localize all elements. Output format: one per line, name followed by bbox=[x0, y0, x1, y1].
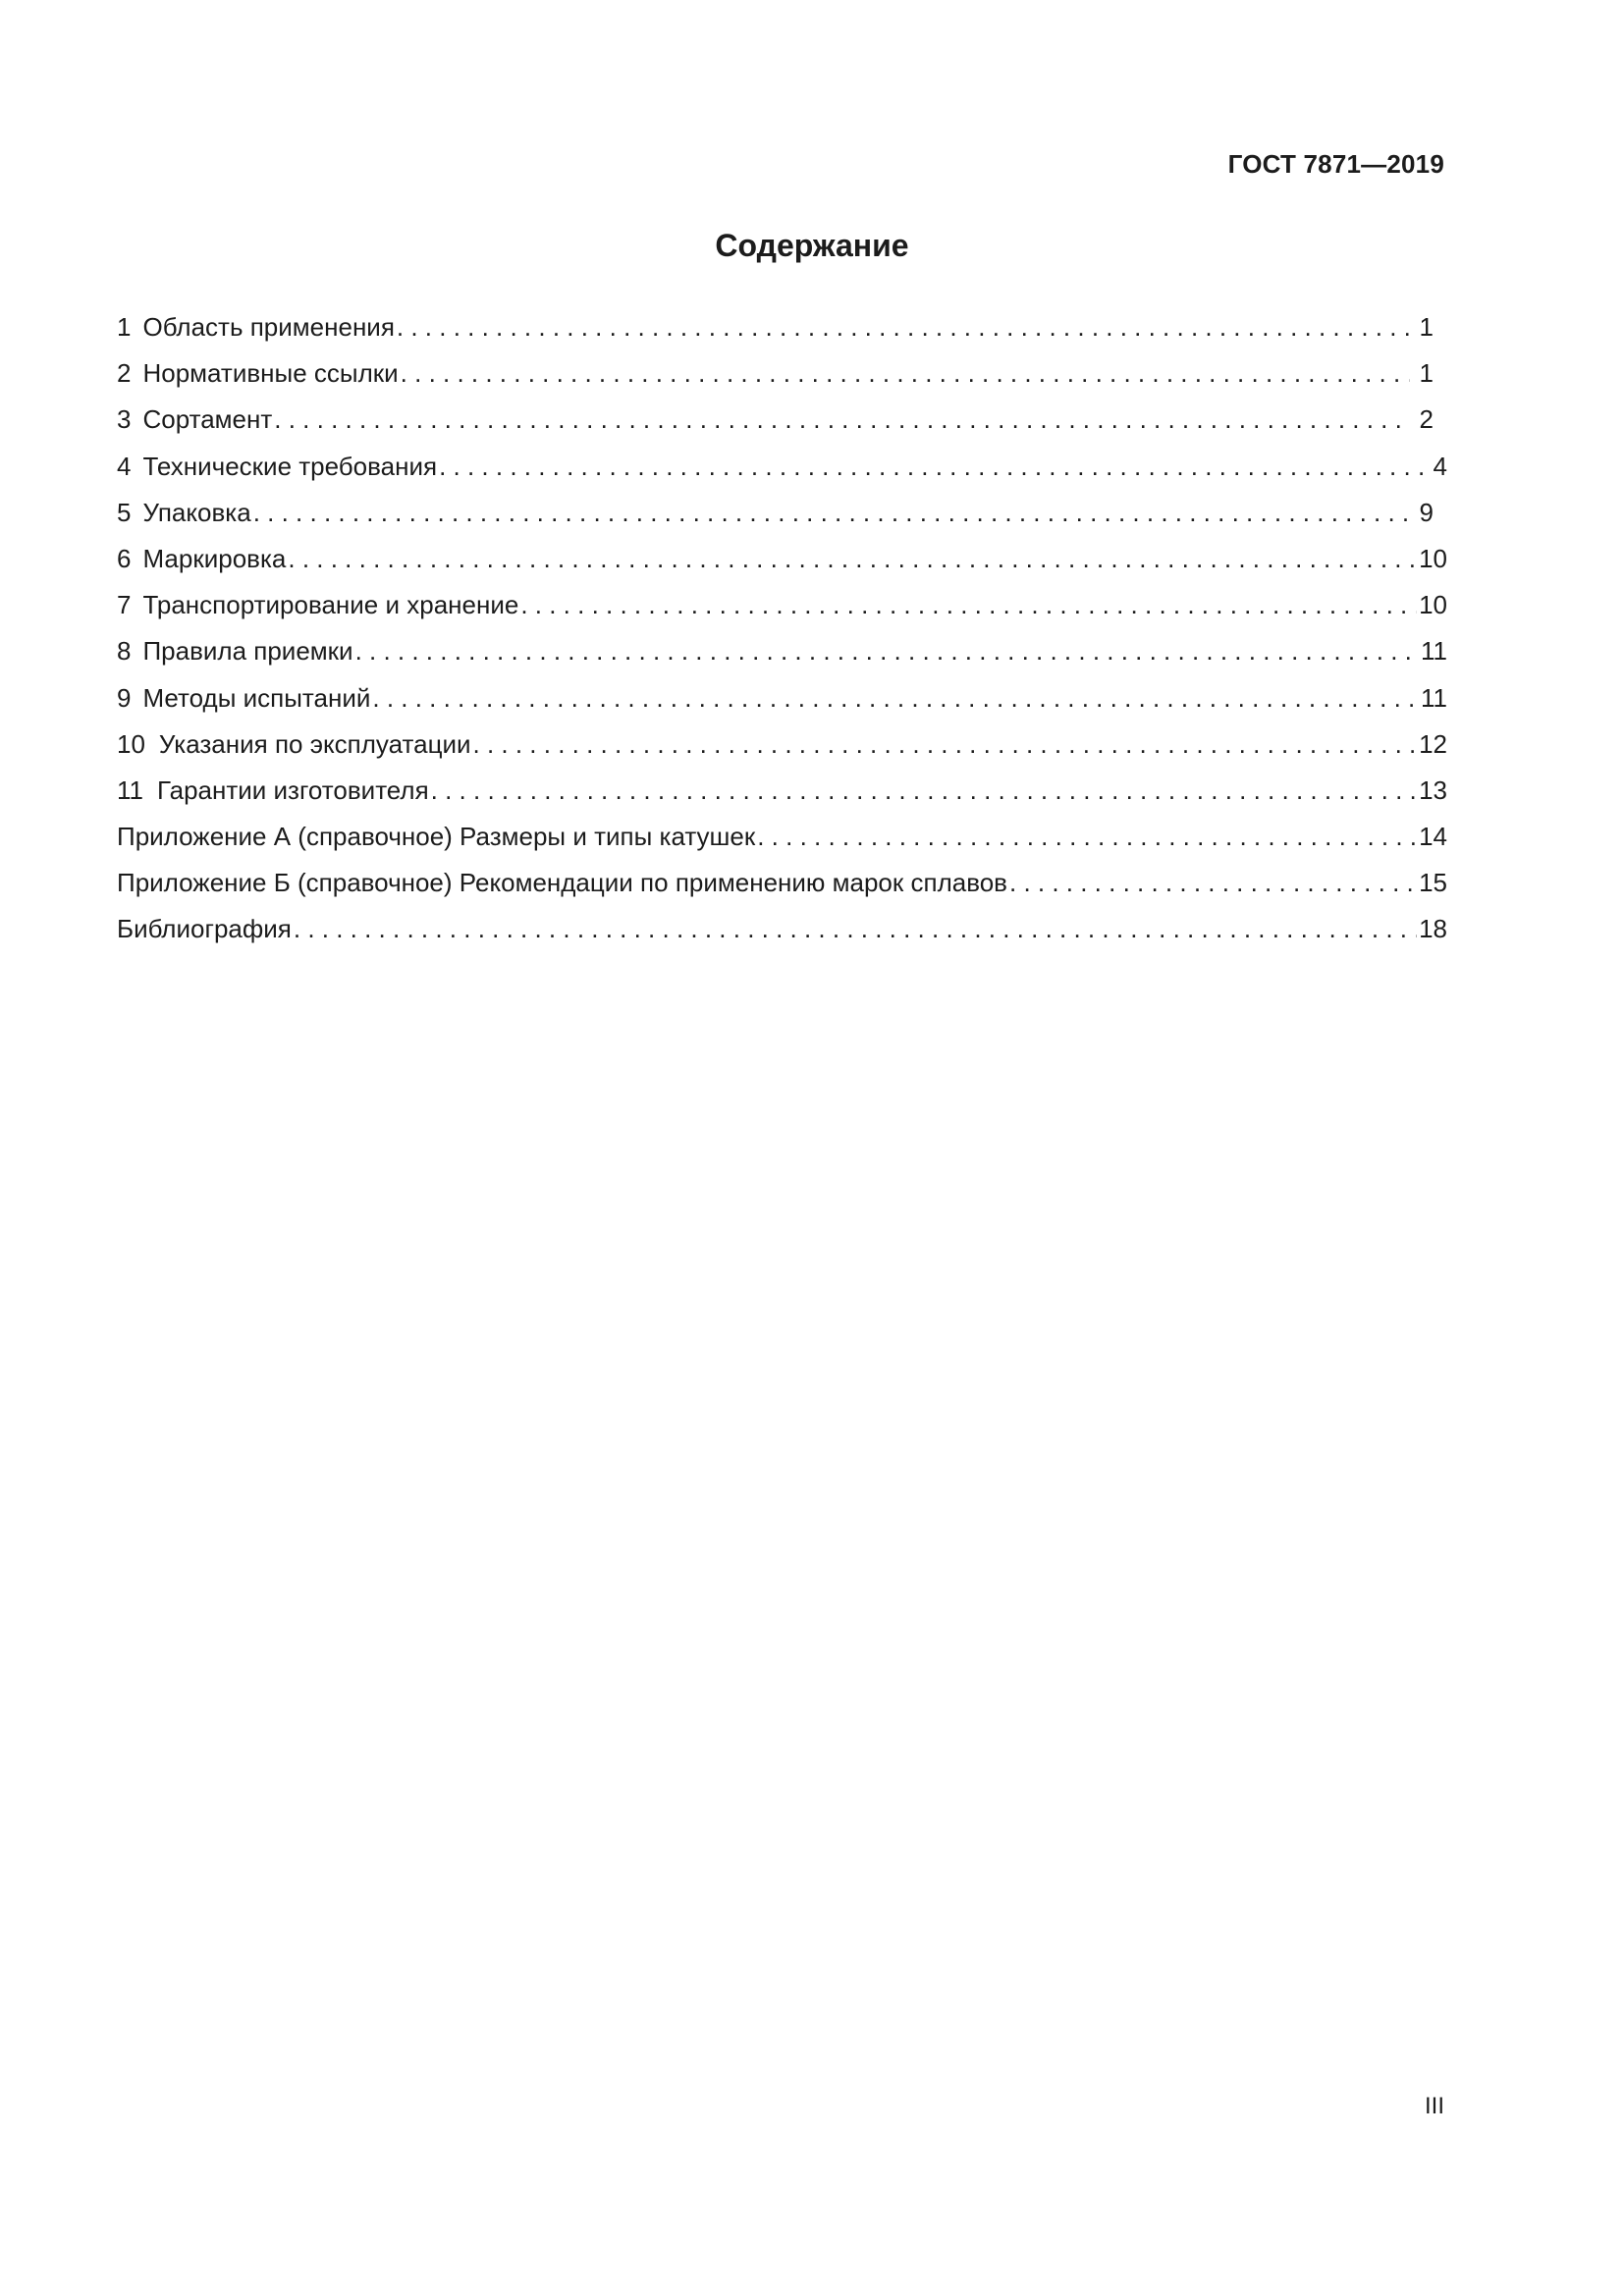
toc-item-page: 2 bbox=[1419, 404, 1434, 435]
toc-item-text: Указания по эксплуатации bbox=[158, 728, 471, 759]
toc-item-page: 1 bbox=[1419, 312, 1434, 342]
toc-title: Содержание bbox=[715, 228, 909, 263]
toc-item-label bbox=[117, 356, 399, 390]
toc-leader-dots bbox=[274, 402, 1410, 436]
toc-item[interactable] bbox=[117, 542, 1447, 588]
toc-item[interactable] bbox=[117, 450, 1447, 496]
toc-item-page: 10 bbox=[1419, 590, 1447, 620]
toc-item-label bbox=[117, 681, 370, 715]
toc-item-text: Приложение Б (справочное) Рекомендации по применению марок сплавов bbox=[117, 868, 1007, 898]
toc-leader-dots bbox=[473, 727, 1418, 761]
toc-item-text: Правила приемки bbox=[142, 636, 353, 667]
toc-item-text: Гарантии изготовителя bbox=[157, 774, 429, 805]
toc-item[interactable] bbox=[117, 588, 1447, 634]
toc-item-label bbox=[117, 310, 395, 344]
page-number: III bbox=[1424, 2093, 1444, 2119]
toc-leader-dots bbox=[397, 310, 1410, 344]
toc-item-number: 9 bbox=[117, 682, 132, 713]
document-code: ГОСТ 7871—2019 bbox=[1227, 149, 1444, 179]
toc-item[interactable] bbox=[117, 820, 1447, 866]
toc-leader-dots bbox=[372, 681, 1419, 715]
toc-item-number: 2 bbox=[117, 358, 132, 389]
toc-leader-dots bbox=[294, 912, 1417, 945]
toc-item-text: Приложение А (справочное) Размеры и типы катушек bbox=[117, 822, 756, 852]
toc-item-text: Сортамент bbox=[142, 404, 273, 435]
toc-leader-dots bbox=[401, 356, 1410, 390]
toc-leader-dots bbox=[288, 542, 1417, 575]
toc-item-number: 7 bbox=[117, 590, 132, 620]
toc-item-text: Методы испытаний bbox=[142, 682, 371, 713]
toc-item-page: 13 bbox=[1419, 774, 1447, 805]
toc-item[interactable] bbox=[117, 310, 1447, 356]
toc-leader-dots bbox=[757, 820, 1417, 853]
toc-item-text: Область применения bbox=[142, 312, 395, 342]
toc-item-label bbox=[117, 542, 286, 575]
toc-item[interactable] bbox=[117, 866, 1447, 912]
toc-item-text: Технические требования bbox=[142, 451, 438, 481]
toc-item-label bbox=[117, 496, 251, 529]
toc-item-number: 3 bbox=[117, 404, 132, 435]
toc-item-page: 9 bbox=[1419, 497, 1434, 527]
toc-item-text: Транспортирование и хранение bbox=[142, 590, 519, 620]
toc-item-page: 1 bbox=[1419, 358, 1434, 389]
toc-item-label bbox=[117, 402, 272, 436]
toc-leader-dots bbox=[431, 774, 1417, 807]
toc-leader-dots bbox=[355, 634, 1419, 667]
toc-leader-dots bbox=[439, 450, 1424, 483]
toc-item[interactable] bbox=[117, 681, 1447, 727]
toc-item[interactable] bbox=[117, 402, 1447, 449]
toc-item-page: 14 bbox=[1419, 822, 1447, 852]
toc-item-label bbox=[117, 727, 471, 761]
toc-item-number: 6 bbox=[117, 543, 132, 573]
toc-item[interactable] bbox=[117, 774, 1447, 820]
toc-item-number: 5 bbox=[117, 497, 132, 527]
toc-item-page: 15 bbox=[1419, 868, 1447, 898]
toc-item[interactable] bbox=[117, 356, 1447, 402]
toc-item-label bbox=[117, 634, 353, 667]
toc-item-label bbox=[117, 450, 437, 483]
toc-leader-dots bbox=[253, 496, 1410, 529]
toc-item-number: 11 bbox=[117, 774, 143, 805]
toc-item-label bbox=[117, 774, 429, 807]
toc-item-label bbox=[117, 866, 1007, 899]
toc-item-label bbox=[117, 912, 292, 945]
toc-leader-dots bbox=[1009, 866, 1417, 899]
toc-leader-dots bbox=[520, 588, 1417, 621]
toc-item-number: 8 bbox=[117, 636, 132, 667]
toc-item-page: 4 bbox=[1433, 451, 1447, 481]
toc-item-page: 18 bbox=[1419, 914, 1447, 944]
toc-item[interactable] bbox=[117, 727, 1447, 774]
toc-item-label bbox=[117, 820, 755, 853]
toc-item-number: 4 bbox=[117, 451, 132, 481]
toc-item-page: 10 bbox=[1419, 543, 1447, 573]
table-of-contents bbox=[117, 310, 1447, 959]
toc-item[interactable] bbox=[117, 634, 1447, 680]
toc-item-page: 12 bbox=[1419, 728, 1447, 759]
toc-item-number: 10 bbox=[117, 728, 145, 759]
toc-item-page: 11 bbox=[1421, 682, 1447, 713]
toc-item-page: 11 bbox=[1421, 636, 1447, 667]
toc-item[interactable] bbox=[117, 496, 1447, 542]
toc-item-label bbox=[117, 588, 518, 621]
toc-item-text: Библиография bbox=[117, 914, 292, 944]
toc-item[interactable] bbox=[117, 912, 1447, 958]
toc-item-text: Маркировка bbox=[142, 543, 287, 573]
toc-item-text: Упаковка bbox=[142, 497, 251, 527]
toc-item-number: 1 bbox=[117, 312, 132, 342]
toc-item-text: Нормативные ссылки bbox=[142, 358, 399, 389]
